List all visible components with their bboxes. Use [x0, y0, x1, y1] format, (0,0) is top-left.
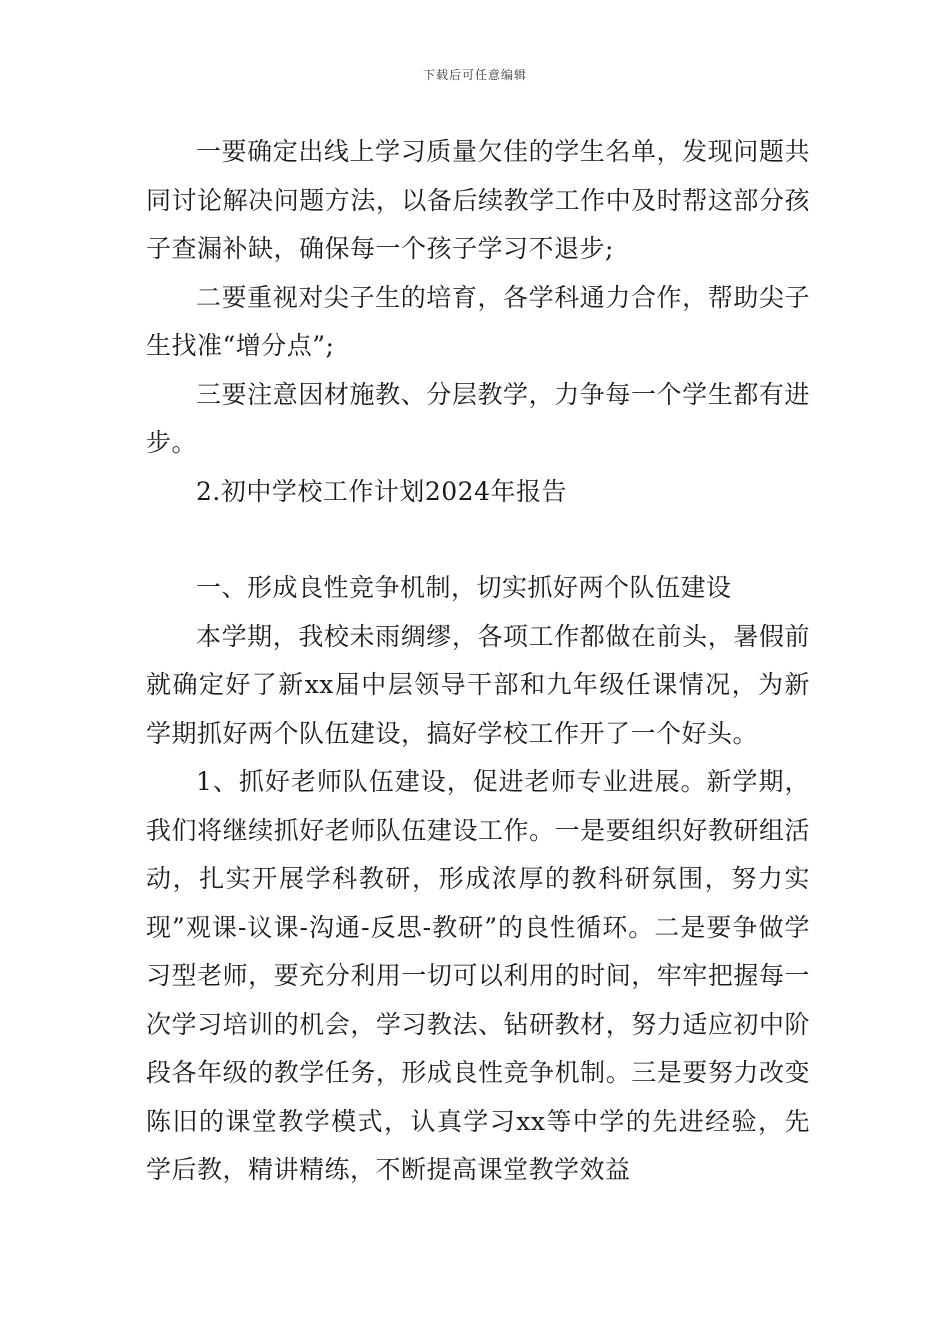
paragraph-semester-intro: 本学期，我校未雨绸缪，各项工作都做在前头，暑假前就确定好了新xx届中层领导干部和九年级任课情况，为新学期抓好两个队伍建设，搞好学校工作开了一个好头。: [146, 621, 810, 748]
paragraph-requirement-two: 二要重视对尖子生的培育，各学科通力合作，帮助尖子生找准“增分点”;: [146, 282, 810, 360]
blank-line: [146, 516, 810, 564]
subsection-heading: 一、形成良性竞争机制，切实抓好两个队伍建设: [196, 573, 732, 602]
section-title: 2.初中学校工作计划2024年报告: [196, 476, 567, 506]
paragraph-requirement-three: 三要注意因材施教、分层教学，力争每一个学生都有进步。: [146, 379, 810, 457]
paragraph-requirement-one: 一要确定出线上学习质量欠佳的学生名单，发现问题共同讨论解决问题方法，以备后续教学工作中及时帮这部分孩子查漏补缺，确保每一个孩子学习不退步;: [146, 137, 810, 263]
paragraph-teacher-team: 1、抓好老师队伍建设，促进老师专业进展。新学期，我们将继续抓好老师队伍建设工作。一是要组织好教研组活动，扎实开展学科教研，形成浓厚的教科研氛围，努力实现”观课-议课-沟通-反思-教研”的良性循环。二是要争做学习型老师，要充分利用一切可以利用的时间，牢牢把握每一次学习培训的机会，学习教法、钻研教材，努力适应初中阶段各年级的教学任务，形成良性竞争机制。三是要努力改变陈旧的课堂教学模式，认真学习xx等中学的先进经验，先学后教，精讲精练，不断提高课堂教学效益: [146, 767, 810, 1184]
document-body: [146, 128, 810, 1195]
page-header: 下载后可任意编辑: [422, 68, 527, 82]
